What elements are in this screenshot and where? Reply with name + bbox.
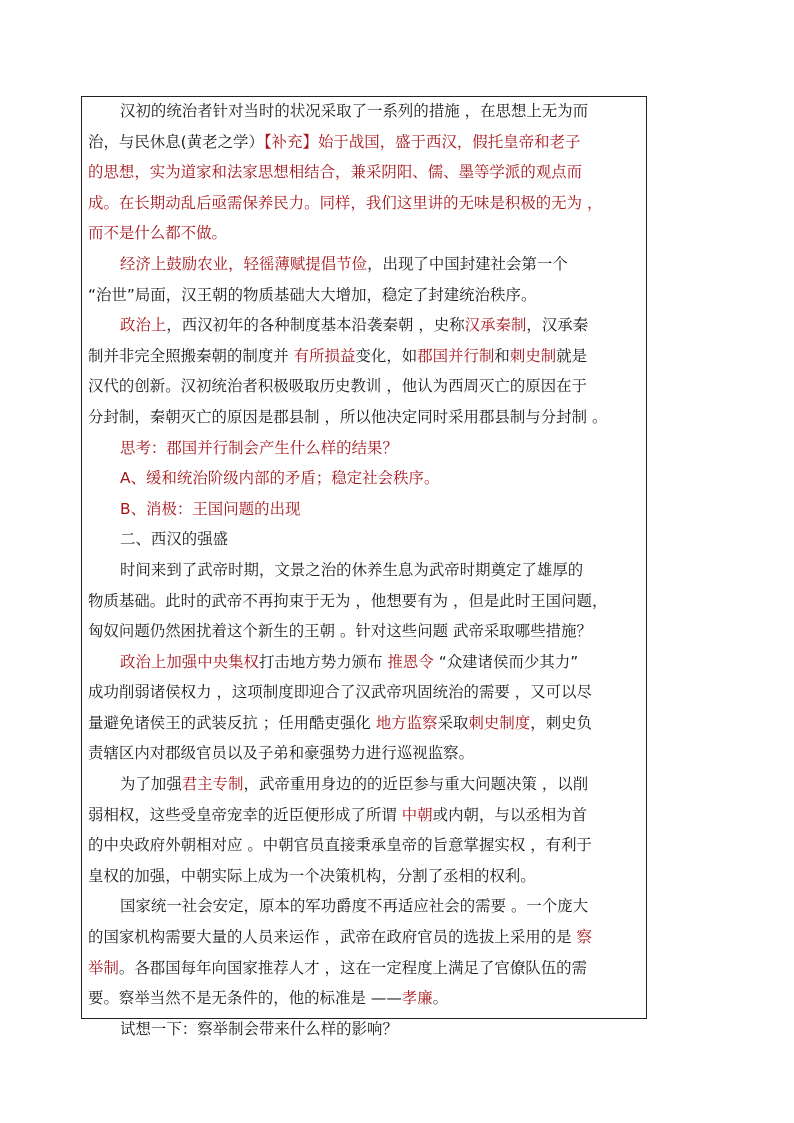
text-line <box>88 555 641 586</box>
body-text: ，刺史负 <box>530 713 593 732</box>
text-line <box>88 677 641 708</box>
body-text: 试想一下：察举制会带来什么样的影响？ <box>120 1019 398 1038</box>
text-line <box>88 402 641 433</box>
text-line <box>88 647 641 678</box>
body-text: 责辖区内对郡级官员以及子弟和豪强势力进行巡视监察。 <box>88 744 475 763</box>
body-text: 打击地方势力颁布 <box>258 652 388 671</box>
text-line <box>88 463 641 494</box>
body-text: 就是 <box>556 346 588 365</box>
text-line <box>88 616 641 647</box>
body-text: 成功削弱诸侯权力 ，这项制度即迎合了汉武帝巩固统治的需要 ，又可以尽 <box>88 683 592 702</box>
highlighted-text: 的思想，实为道家和法家思想相结合，兼采阴阳、儒、墨等学派的观点而 <box>88 163 583 182</box>
body-text: 国家统一社会安定，原本的军功爵度不再适应社会的需要 。一个庞大 <box>120 897 589 916</box>
body-text: 或内朝，与以丞相为首 <box>432 805 588 824</box>
text-line <box>88 280 641 311</box>
text-line <box>88 586 641 617</box>
body-text: 汉代的创新。汉初统治者积极吸取历史教训 ，他认为西周灭亡的原因在于 <box>88 377 588 396</box>
text-line <box>88 708 641 739</box>
text-line <box>88 218 641 249</box>
body-text: 的中央政府外朝相对应 。中朝官员直接秉承皇帝的旨意掌握实权 ，有利于 <box>88 836 592 855</box>
text-line <box>88 341 641 372</box>
highlighted-text: 地方监察 <box>375 713 438 732</box>
text-line <box>88 249 641 280</box>
text-line <box>88 830 641 861</box>
highlighted-text: 刺史制 <box>509 346 557 365</box>
body-text: 弱相权，这些受皇帝宠幸的近臣便形成了所谓 <box>88 805 402 824</box>
text-line <box>88 769 641 800</box>
body-text: 的国家机构需要大量的人员来运作 ，武帝在政府官员的选拔上采用的是 <box>88 928 577 947</box>
highlighted-text: 刺史制度 <box>468 713 531 732</box>
body-text: 治，与民休息(黄老之学） <box>88 132 264 151</box>
body-text: ，西汉初年的各种制度基本沿袭秦朝 ，史称 <box>166 316 465 335</box>
body-text: 皇权的加强，中朝实际上成为一个决策机构，分割了丞相的权利。 <box>88 866 536 885</box>
highlighted-text: 成。在长期动乱后亟需保养民力。同样，我们这里讲的无味是积极的无为 ， <box>88 193 603 212</box>
body-text: 要。察举当然不是无条件的，他的标准是 —— <box>88 989 402 1008</box>
highlighted-text: 察 <box>576 928 592 947</box>
text-line <box>88 800 641 831</box>
body-text: 分封制，秦朝灭亡的原因是郡县制 ，所以他决定同时采用郡县制与分封制 。 <box>88 407 608 426</box>
highlighted-text: 君主专制 <box>181 775 244 794</box>
text-line <box>88 96 641 127</box>
body-text: ，汉承秦 <box>526 316 589 335</box>
body-text: 量避免诸侯王的武装反抗 ；任用酷吏强化 <box>88 713 376 732</box>
body-text: “众建诸侯而少其力” <box>433 652 579 671</box>
text-line <box>88 891 641 922</box>
text-line <box>88 983 641 1014</box>
document-body <box>88 96 641 1044</box>
body-text: ，武帝重用身边的的近臣参与重大问题决策 ，以削 <box>243 775 589 794</box>
highlighted-text: 郡国并行制 <box>417 346 495 365</box>
highlighted-text: B、消极：王国问题的出现 <box>120 499 301 518</box>
text-line <box>88 1014 641 1045</box>
body-text: 汉初的统治者针对当时的状况采取了一系列的措施 ，在思想上无为而 <box>120 102 589 120</box>
highlighted-text: 政治上 <box>120 316 167 335</box>
text-line <box>88 433 641 464</box>
body-text: 。 <box>432 989 449 1008</box>
text-line <box>88 157 641 188</box>
text-line <box>88 922 641 953</box>
highlighted-text: 有所损益 <box>293 346 356 365</box>
highlighted-text: 而不是什么都不做。 <box>88 224 227 243</box>
body-text: 时间来到了武帝时期，文景之治的休养生息为武帝时期奠定了雄厚的 <box>120 560 584 579</box>
highlighted-text: 中央集权 <box>197 652 259 671</box>
body-text: ，出现了中国封建社会第一个 <box>367 254 568 273</box>
body-text: 为了加强 <box>120 775 182 794</box>
body-text: 采取 <box>437 713 469 732</box>
body-text: 。各郡国每年向国家推荐人才 ，这在一定程度上满足了官僚队伍的需 <box>118 958 588 977</box>
highlighted-text: 【补充】始于战国，盛于西汉，假托皇帝和老子 <box>263 132 581 151</box>
text-line <box>88 524 641 555</box>
body-text: 二、西汉的强盛 <box>120 530 229 549</box>
text-line <box>88 953 641 984</box>
text-line <box>88 310 641 341</box>
highlighted-text: A、缓和统治阶级内部的矛盾；稳定社会秩序。 <box>120 469 440 488</box>
highlighted-text: 举制 <box>88 958 119 977</box>
text-line <box>88 127 641 158</box>
body-text: “治世”局面，汉王朝的物质基础大大增加，稳定了封建统治秩序。 <box>88 285 537 304</box>
text-line <box>88 188 641 219</box>
highlighted-text: 孝廉 <box>401 989 433 1008</box>
text-line <box>88 738 641 769</box>
highlighted-text: 政治上加强 <box>120 652 198 671</box>
highlighted-text: 汉承秦制 <box>464 316 527 335</box>
body-text: 制并非完全照搬秦朝的制度并 <box>88 346 294 365</box>
highlighted-text: 推恩令 <box>387 652 434 671</box>
body-text: 物质基础。此时的武帝不再拘束于无为 ，他想要有为 ，但是此时王国问题， <box>88 591 608 610</box>
body-text: 和 <box>494 346 510 365</box>
highlighted-text: 经济上鼓励农业，轻徭薄赋提倡节俭 <box>120 254 368 273</box>
highlighted-text: 中朝 <box>401 805 433 824</box>
text-line <box>88 861 641 892</box>
highlighted-text: 思考：郡国并行制会产生什么样的结果？ <box>120 438 398 457</box>
text-line <box>88 494 641 525</box>
body-text: 变化，如 <box>355 346 418 365</box>
text-line <box>88 371 641 402</box>
body-text: 匈奴问题仍然困扰着这个新生的王朝 。针对这些问题 武帝采取哪些措施？ <box>88 622 592 641</box>
